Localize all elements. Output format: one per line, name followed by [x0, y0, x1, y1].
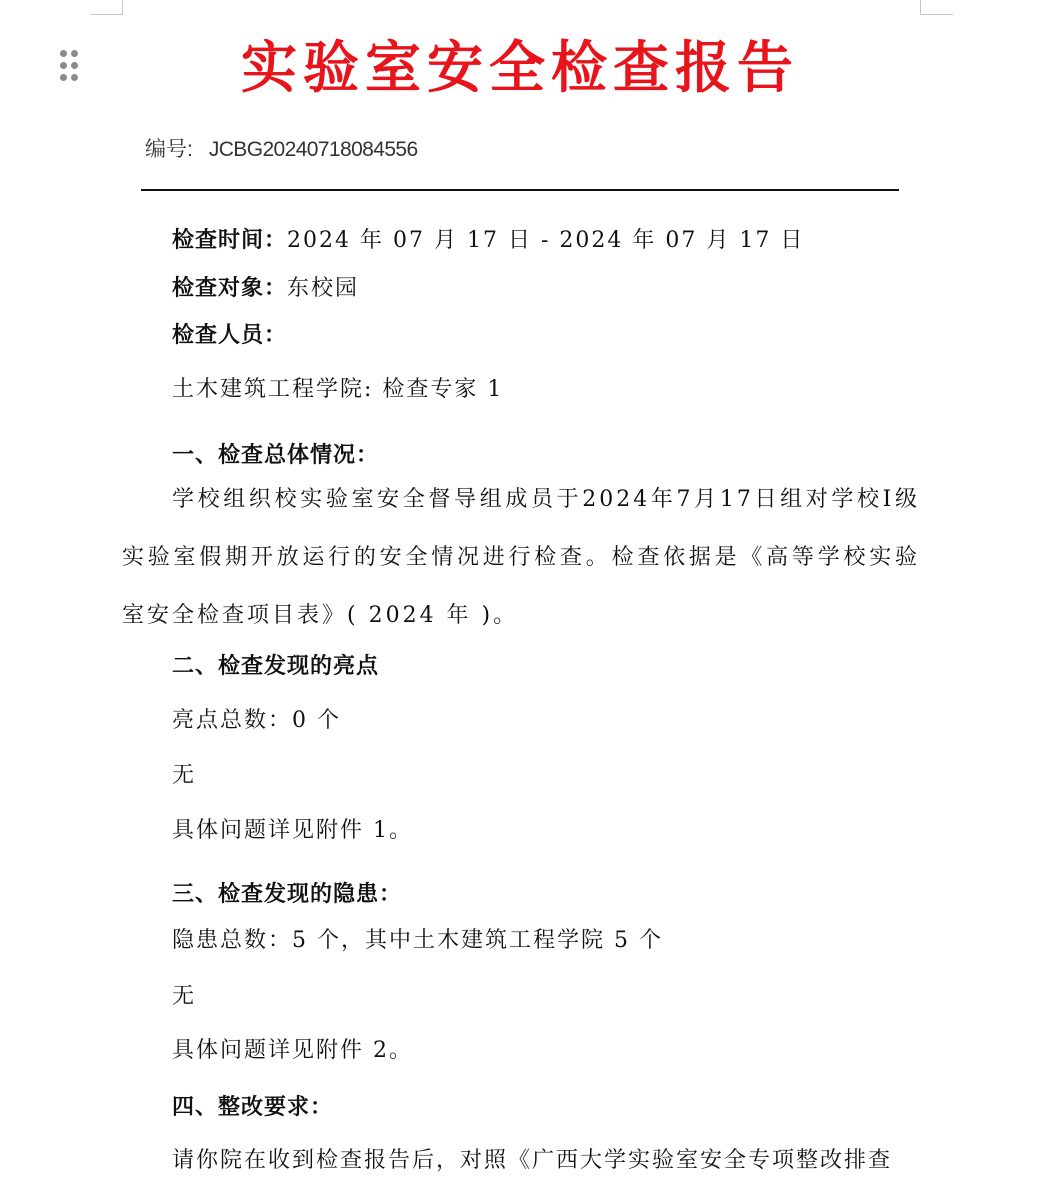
inspection-time-line [172, 226, 804, 256]
inspectors-entry: 土木建筑工程学院: 检查专家 1 [172, 377, 504, 402]
inspection-target-value: 东校园 [287, 276, 360, 301]
section2-content: 无 [172, 763, 197, 788]
inspection-target-label: 检查对象： [172, 276, 288, 301]
header-divider [141, 189, 899, 191]
section3-heading: 三、检查发现的隐患： [172, 882, 403, 907]
section3-content: 无 [172, 984, 197, 1009]
section2-detail: 具体问题详见附件 1。 [172, 818, 413, 843]
section3-count: 隐患总数：5 个，其中土木建筑工程学院 5 个 [172, 928, 663, 953]
section4-body-start: 请你院在收到检查报告后，对照《广西大学实验室安全专项整改排查 [172, 1148, 893, 1173]
doc-number [145, 136, 418, 164]
section2-count: 亮点总数：0 个 [172, 708, 341, 733]
inspectors-label: 检查人员： [172, 323, 288, 348]
section4-heading: 四、整改要求： [172, 1095, 334, 1120]
inspection-time-value: 2024 年 07 月 17 日 - 2024 年 07 月 17 日 [287, 228, 805, 253]
inspection-time-label: 检查时间： [172, 228, 288, 253]
page-corner-mark-left [90, 0, 123, 15]
inspection-target-line [172, 274, 359, 304]
section1-heading: 一、检查总体情况： [172, 443, 380, 468]
section1-body: 学校组织校实验室安全督导组成员于2024年7月17日组对学校I级实验室假期开放运行的安全情况进行检查。检查依据是《高等学校实验室安全检查项目表》( 2024 年 )。 [122, 487, 920, 628]
doc-number-label: 编号: [145, 138, 193, 161]
section2-heading: 二、检查发现的亮点 [172, 654, 380, 679]
report-title: 实验室安全检查报告 [241, 36, 799, 101]
doc-number-value: JCBG20240718084556 [208, 138, 418, 161]
page-corner-mark-right [920, 0, 953, 15]
section3-detail: 具体问题详见附件 2。 [172, 1038, 413, 1063]
